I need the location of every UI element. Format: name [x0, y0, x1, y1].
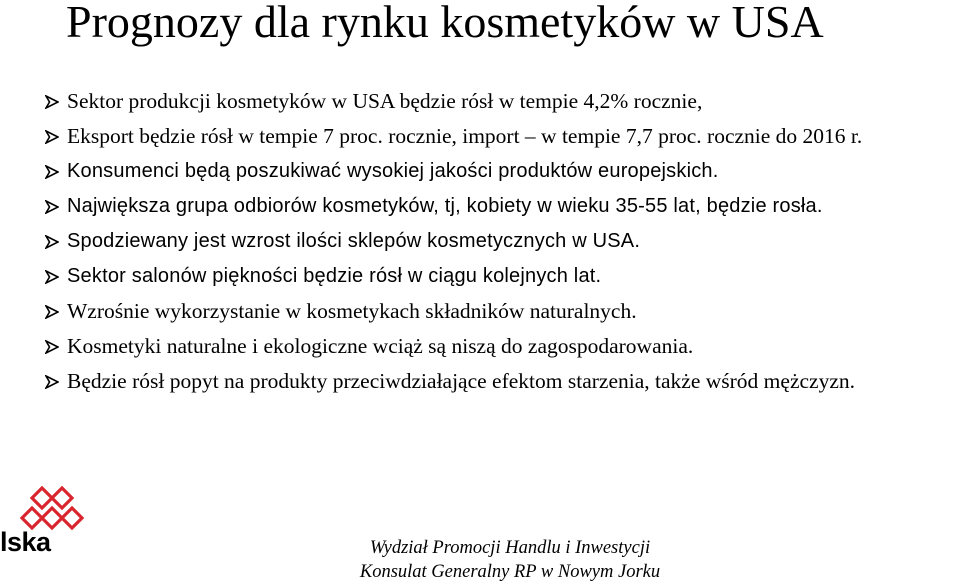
bullet-item — [45, 364, 957, 399]
arrowhead-bullet-icon — [45, 364, 67, 399]
arrowhead-bullet-icon — [45, 154, 67, 189]
slide-title: Prognozy dla rynku kosmetyków w USA — [66, 0, 824, 47]
bullet-text: Konsumenci będą poszukiwać wysokiej jakości produktów europejskich. — [67, 160, 719, 182]
arrowhead-bullet-icon — [45, 84, 67, 119]
bullet-item — [45, 224, 957, 259]
arrowhead-bullet-icon — [45, 189, 67, 224]
polska-logo-text: lska — [0, 527, 51, 557]
arrowhead-bullet-icon — [45, 294, 67, 329]
bullet-text: Będzie rósł popyt na produkty przeciwdziałające efektom starzenia, także wśród mężczyzn. — [67, 369, 855, 393]
arrowhead-bullet-icon — [45, 224, 67, 259]
bullet-text: Sektor salonów piękności będzie rósł w ciągu kolejnych lat. — [67, 265, 602, 287]
arrowhead-bullet-icon — [45, 119, 67, 154]
bullet-text: Spodziewany jest wzrost ilości sklepów kosmetycznych w USA. — [67, 230, 641, 252]
arrowhead-bullet-icon — [45, 259, 67, 294]
bullet-text: Eksport będzie rósł w tempie 7 proc. rocznie, import – w tempie 7,7 proc. rocznie do 2016 r. — [67, 124, 863, 148]
bullet-text: Kosmetyki naturalne i ekologiczne wciąż są niszą do zagospodarowania. — [67, 334, 694, 358]
bullet-list — [45, 84, 957, 399]
bullet-item — [45, 84, 957, 119]
bullet-text: Sektor produkcji kosmetyków w USA będzie rósł w tempie 4,2% rocznie, — [67, 89, 703, 113]
bullet-item — [45, 189, 957, 224]
bullet-item — [45, 294, 957, 329]
bullet-text: Największa grupa odbiorów kosmetyków, tj, kobiety w wieku 35-55 lat, będzie rosła. — [67, 195, 823, 217]
bullet-item — [45, 329, 957, 364]
bullet-item — [45, 259, 957, 294]
footer-department: Wydział Promocji Handlu i Inwestycji — [369, 538, 651, 558]
bullet-item — [45, 154, 957, 189]
arrowhead-bullet-icon — [45, 329, 67, 364]
footer-consulate: Konsulat Generalny RP w Nowym Jorku — [359, 562, 661, 582]
bullet-item — [45, 119, 957, 154]
bullet-text: Wzrośnie wykorzystanie w kosmetykach składników naturalnych. — [67, 299, 637, 323]
